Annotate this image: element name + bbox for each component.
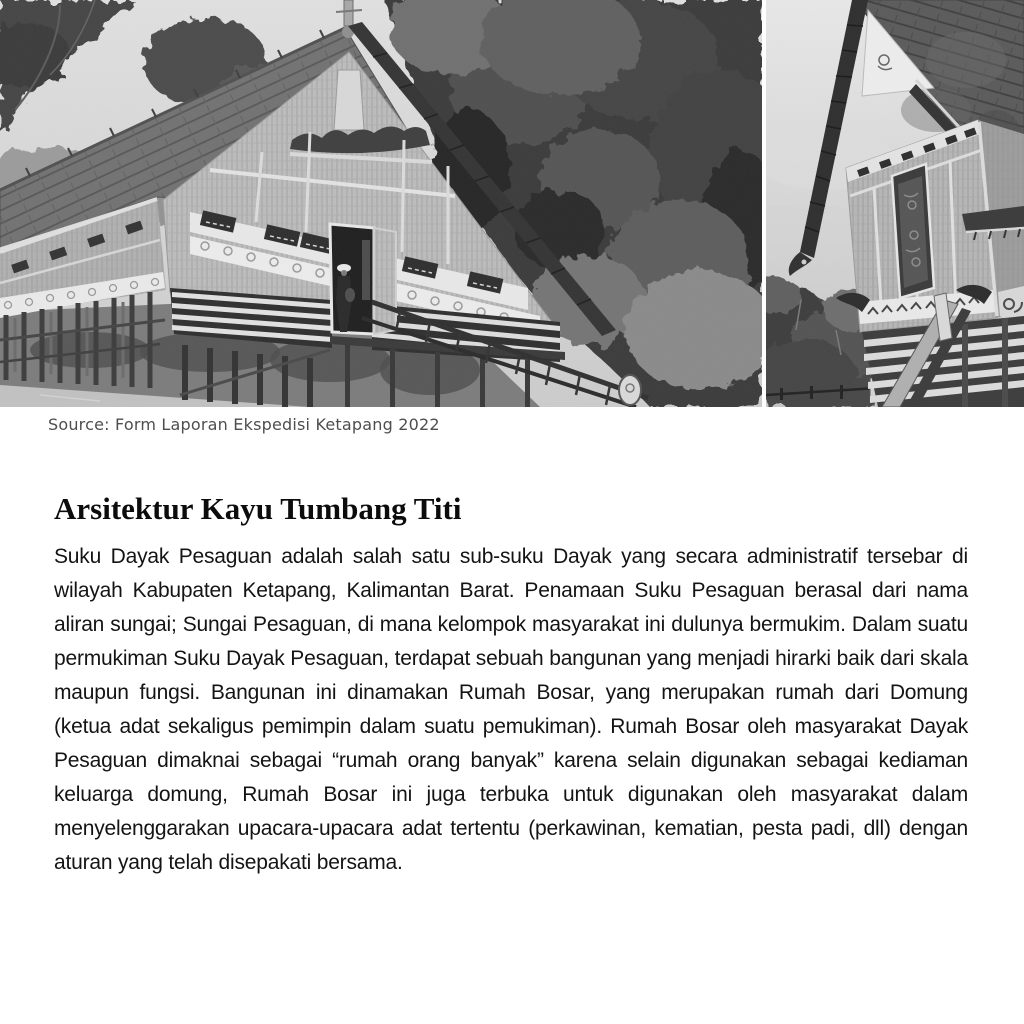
photo-source-caption: Source: Form Laporan Ekspedisi Ketapang 2022 — [48, 415, 440, 434]
left-photo — [0, 0, 762, 407]
film-grain — [0, 0, 762, 407]
longhouse-photo-illustration — [0, 0, 762, 407]
gable-closeup-illustration — [766, 0, 1024, 407]
article-title: Arsitektur Kayu Tumbang Titi — [54, 491, 462, 526]
film-grain — [766, 0, 1024, 407]
photo-strip — [0, 0, 1024, 407]
article — [0, 491, 1024, 880]
right-photo — [766, 0, 1024, 407]
article-body-paragraph: Suku Dayak Pesaguan adalah salah satu sub-suku Dayak yang secara administratif tersebar di wilayah Kabupaten Ketapang, Kalimantan Barat. Penamaan Suku Pesaguan berasal dari nama aliran sungai; Sungai Pesaguan, di mana kelompok masyarakat ini dulunya bermukim. Dalam suatu permukiman Suku Dayak Pesaguan, terdapat sebuah bangunan yang menjadi hirarki baik dari skala maupun fungsi. Bangunan ini dinamakan Rumah Bosar, yang merupakan rumah dari Domung (ketua adat sekaligus pemimpin dalam suatu pemukiman). Rumah Bosar oleh masyarakat Dayak Pesaguan dimaknai sebagai “rumah orang banyak” karena selain digunakan sebagai kediaman keluarga domung, Rumah Bosar ini juga terbuka untuk digunakan oleh masyarakat dalam menyelenggarakan upacara-upacara adat tertentu (perkawinan, kematian, pesta padi, dll) dengan aturan yang telah disepakati bersama. — [54, 545, 968, 874]
